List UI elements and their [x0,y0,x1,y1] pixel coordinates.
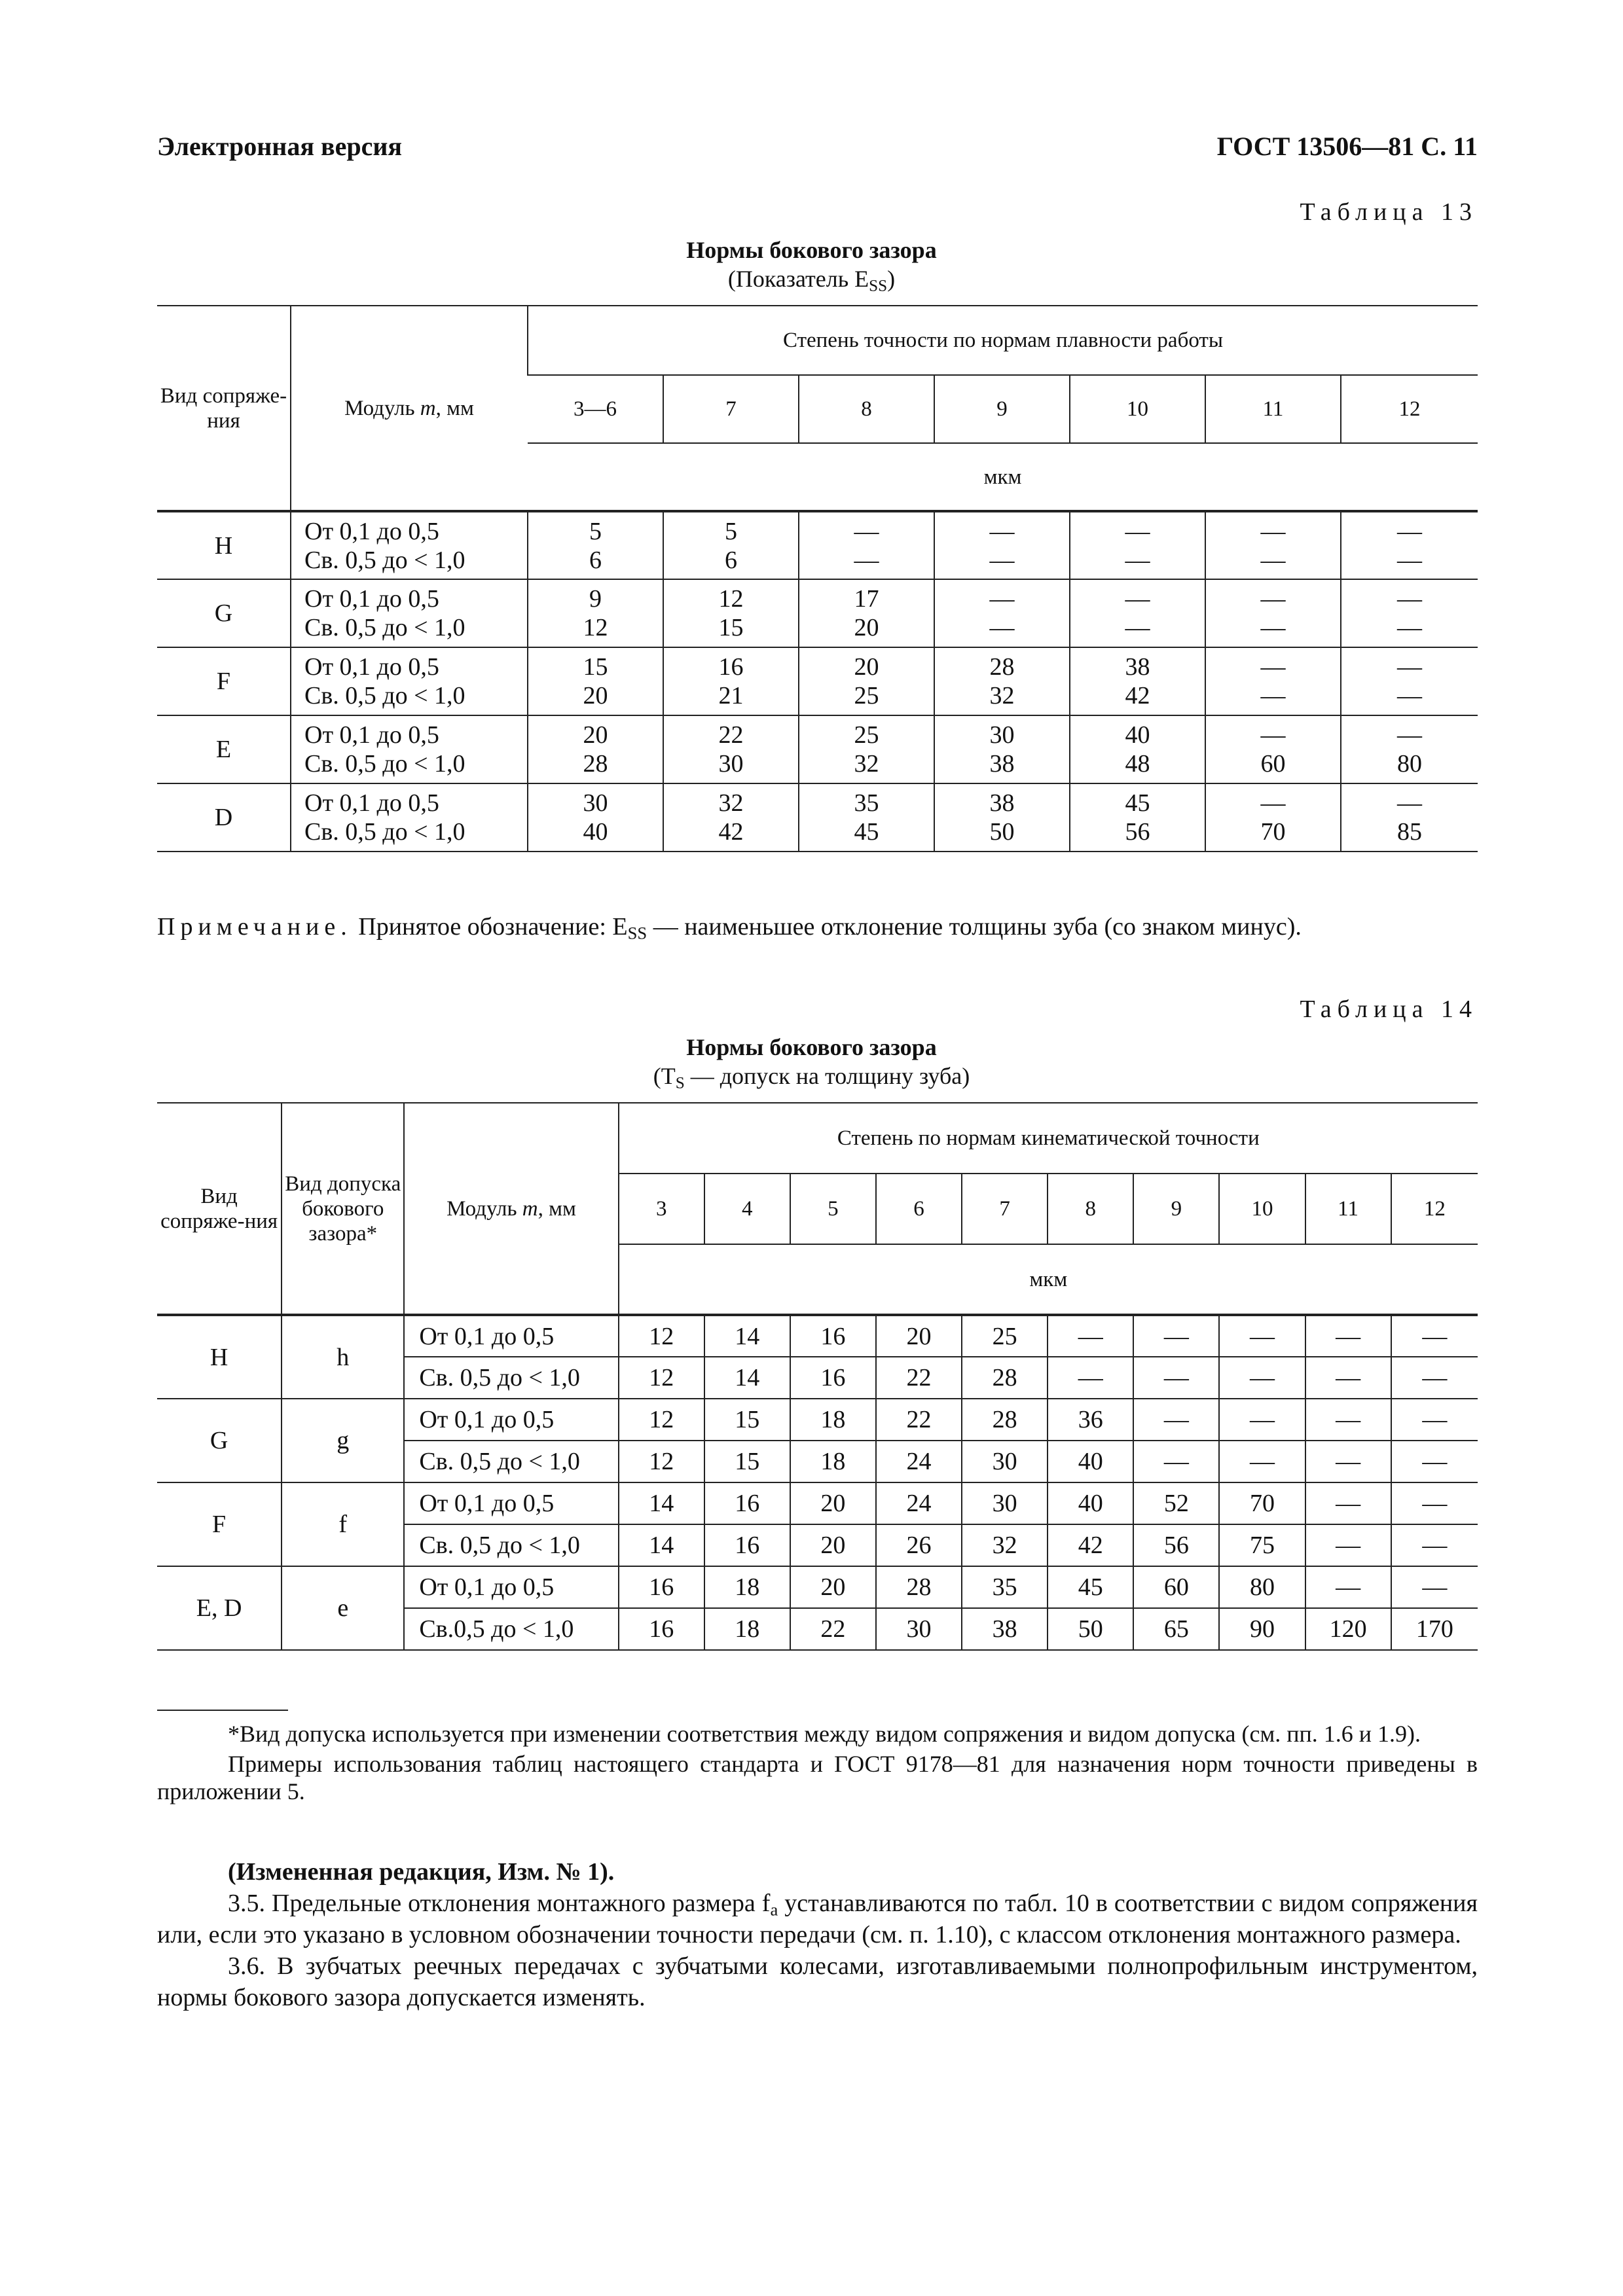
t14-value-cell: 18 [790,1399,876,1441]
t14-degree: 10 [1219,1174,1305,1244]
t14-value-cell: 24 [876,1441,962,1482]
t13-value-cell: 30 38 [934,715,1070,783]
t14-value-cell: — [1048,1315,1133,1357]
t14-value-cell: 50 [1048,1608,1133,1650]
t14-value-cell: — [1219,1315,1305,1357]
t13-degree: 7 [663,375,799,443]
t14-value-cell: 70 [1219,1482,1305,1524]
t13-value-cell: 20 25 [799,647,934,715]
t14-value-cell: 16 [619,1608,704,1650]
t14-tolerance-cell: f [282,1482,404,1566]
t14-module-cell: Св. 0,5 до < 1,0 [404,1441,618,1482]
t14-unit: мкм [619,1244,1478,1315]
table-row [157,579,1478,647]
t14-module-cell: От 0,1 до 0,5 [404,1566,618,1608]
t13-vid-cell: G [157,579,291,647]
t14-value-cell: 15 [704,1399,790,1441]
t13-value-cell: 30 40 [528,783,663,852]
t13-col-module: Модуль m, мм [291,306,528,511]
t14-value-cell: 30 [876,1608,962,1650]
table-row [157,1399,1478,1441]
table-row [157,715,1478,783]
t14-module-cell: Св. 0,5 до < 1,0 [404,1524,618,1566]
t14-degree: 4 [704,1174,790,1244]
footnote-text-2: Примеры использования таблиц настоящего стандарта и ГОСТ 9178—81 для назначения норм точности приведены в приложении 5. [157,1751,1478,1804]
t14-value-cell: 22 [790,1608,876,1650]
t14-value-cell: 14 [619,1524,704,1566]
t13-vid-cell: F [157,647,291,715]
note-label: Примечание. [157,913,352,941]
t14-value-cell: 42 [1048,1524,1133,1566]
t14-value-cell: 170 [1391,1608,1478,1650]
t14-degree: 3 [619,1174,704,1244]
t14-value-cell: 16 [704,1524,790,1566]
t14-degree: 8 [1048,1174,1133,1244]
t13-value-cell: — 85 [1341,783,1478,852]
t14-value-cell: 75 [1219,1524,1305,1566]
t14-value-cell: — [1391,1399,1478,1441]
t14-value-cell: 45 [1048,1566,1133,1608]
t14-value-cell: — [1133,1315,1219,1357]
t13-value-cell: 40 48 [1070,715,1205,783]
t14-module-cell: От 0,1 до 0,5 [404,1315,618,1357]
t14-value-cell: 22 [876,1357,962,1399]
t14-module-cell: Св. 0,5 до < 1,0 [404,1357,618,1399]
t13-vid-cell: H [157,511,291,579]
t14-value-cell: 14 [619,1482,704,1524]
t13-value-cell: 35 45 [799,783,934,852]
t14-value-cell: 65 [1133,1608,1219,1650]
t13-value-cell: — — [934,511,1070,579]
t14-value-cell: 36 [1048,1399,1133,1441]
t14-col-vid: Вид сопряже-ния [157,1103,282,1315]
t13-degree: 8 [799,375,934,443]
t14-value-cell: — [1133,1441,1219,1482]
t14-value-cell: — [1219,1441,1305,1482]
t13-degree: 11 [1205,375,1341,443]
header-right: ГОСТ 13506—81 С. 11 [1216,132,1478,161]
t13-value-cell: — — [1070,511,1205,579]
t14-value-cell: 16 [790,1357,876,1399]
t13-value-cell: — — [1070,579,1205,647]
t14-value-cell: 12 [619,1357,704,1399]
t14-value-cell: — [1133,1357,1219,1399]
table13-label: Таблица 13 [1300,198,1478,226]
t13-module-cell: От 0,1 до 0,5 Св. 0,5 до < 1,0 [291,579,528,647]
t14-value-cell: — [1391,1482,1478,1524]
table14-title: Нормы бокового зазора [686,1034,937,1060]
t14-value-cell: 24 [876,1482,962,1524]
t13-value-cell: — — [1341,511,1478,579]
t14-degree: 7 [962,1174,1048,1244]
t13-value-cell: — 80 [1341,715,1478,783]
t13-value-cell: — 70 [1205,783,1341,852]
table-row [157,1315,1478,1357]
table14-subtitle: ($T_S$ — допуск на толщину зуба) [653,1063,970,1092]
t13-module-cell: От 0,1 до 0,5 Св. 0,5 до < 1,0 [291,511,528,579]
t14-value-cell: 38 [962,1608,1048,1650]
t14-module-cell: Св.0,5 до < 1,0 [404,1608,618,1650]
t14-degree: 6 [876,1174,962,1244]
table13-caption [0,236,1623,293]
t13-value-cell: — — [1205,579,1341,647]
t14-value-cell: 28 [962,1399,1048,1441]
t14-module-cell: От 0,1 до 0,5 [404,1399,618,1441]
table13-subtitle: (Показатель $E_{SS}$) [727,266,896,295]
t14-value-cell: 16 [790,1315,876,1357]
t13-value-cell: 20 28 [528,715,663,783]
t14-value-cell: — [1305,1357,1391,1399]
t14-value-cell: — [1048,1357,1133,1399]
t13-degree: 10 [1070,375,1205,443]
t13-group-header: Степень точности по нормам плавности работы [528,306,1478,375]
t14-value-cell: 28 [962,1357,1048,1399]
t13-value-cell: — — [1205,647,1341,715]
t14-value-cell: 52 [1133,1482,1219,1524]
t14-value-cell: 12 [619,1399,704,1441]
t14-value-cell: 20 [790,1482,876,1524]
t14-value-cell: 30 [962,1482,1048,1524]
t14-value-cell: 14 [704,1357,790,1399]
t14-value-cell: 60 [1133,1566,1219,1608]
t13-value-cell: 17 20 [799,579,934,647]
t13-value-cell: 5 6 [663,511,799,579]
t14-value-cell: 25 [962,1315,1048,1357]
t13-unit: мкм [528,443,1478,511]
t13-vid-cell: D [214,804,233,831]
t14-value-cell: 40 [1048,1441,1133,1482]
t13-module-cell: От 0,1 до 0,5 Св. 0,5 до < 1,0 [291,783,528,852]
t14-degree: 12 [1391,1174,1478,1244]
t13-value-cell: 38 42 [1070,647,1205,715]
amendment: (Измененная редакция, Изм. № 1). [228,1858,615,1886]
t13-value-cell: 32 42 [663,783,799,852]
t14-value-cell: 120 [1305,1608,1391,1650]
table13 [157,305,1478,852]
t14-value-cell: — [1219,1357,1305,1399]
table-row [157,1566,1478,1608]
t14-value-cell: — [1305,1524,1391,1566]
t13-value-cell: 25 32 [799,715,934,783]
table13-title: Нормы бокового зазора [686,237,937,263]
t14-value-cell: — [1391,1441,1478,1482]
table14-caption [0,1033,1623,1090]
t14-value-cell: — [1305,1399,1391,1441]
t14-value-cell: 28 [876,1566,962,1608]
footnote [157,1720,1478,1805]
t13-value-cell: 38 50 [934,783,1070,852]
t14-vid-cell: F [157,1482,282,1566]
t14-value-cell: 35 [962,1566,1048,1608]
t14-value-cell: 32 [962,1524,1048,1566]
t13-value-cell: 12 15 [663,579,799,647]
t13-col-vid: Вид сопряже-ния [157,306,291,511]
table-row [157,1482,1478,1524]
t13-value-cell: 5 6 [528,511,663,579]
t14-value-cell: 12 [619,1441,704,1482]
t13-value-cell: 15 20 [528,647,663,715]
table-row [157,647,1478,715]
t13-value-cell: — — [1341,647,1478,715]
table13-note: Примечание. Принятое обозначение: $E_{SS}$ — наименьшее отклонение толщины зуба (со знаком минус). [157,913,1302,943]
t13-vid-cell: E [157,715,291,783]
t14-value-cell: 15 [704,1441,790,1482]
t13-value-cell: — — [799,511,934,579]
table-row [157,511,1478,579]
t14-tolerance-cell: h [282,1315,404,1399]
t14-value-cell: 30 [962,1441,1048,1482]
t13-degree: 12 [1341,375,1478,443]
t14-value-cell: 18 [790,1441,876,1482]
t14-value-cell: — [1305,1441,1391,1482]
t13-value-cell: — — [934,579,1070,647]
t14-value-cell: — [1391,1315,1478,1357]
footnote-rule [157,1710,288,1711]
t14-value-cell: — [1391,1357,1478,1399]
t14-degree: 5 [790,1174,876,1244]
t14-value-cell: — [1219,1399,1305,1441]
t14-value-cell: — [1305,1482,1391,1524]
t14-degree: 11 [1305,1174,1391,1244]
t13-value-cell: 45 56 [1070,783,1205,852]
t13-value-cell: 9 12 [528,579,663,647]
t14-value-cell: 18 [704,1608,790,1650]
t14-value-cell: 26 [876,1524,962,1566]
t13-value-cell: — — [1205,511,1341,579]
t14-value-cell: 90 [1219,1608,1305,1650]
t14-vid-cell: E, D [157,1566,282,1650]
table14 [157,1102,1478,1651]
t14-value-cell: — [1305,1315,1391,1357]
t14-value-cell: — [1133,1399,1219,1441]
t14-group-header: Степень по нормам кинематической точности [619,1103,1478,1174]
table14-label: Таблица 14 [1300,996,1478,1023]
t14-value-cell: 16 [619,1566,704,1608]
paragraph-3-6: 3.6. В зубчатых реечных передачах с зубчатыми колесами, изготавливаемыми полнопрофильным инструментом, нормы бокового зазора допускается изменять. [157,1952,1478,2011]
t14-value-cell: — [1391,1566,1478,1608]
t14-value-cell: 40 [1048,1482,1133,1524]
t14-value-cell: 12 [619,1315,704,1357]
table-row [157,783,1478,852]
t14-value-cell: — [1391,1524,1478,1566]
t13-module-cell: От 0,1 до 0,5 Св. 0,5 до < 1,0 [291,715,528,783]
t14-value-cell: 20 [790,1566,876,1608]
header-left: Электронная версия [157,132,403,161]
t13-degree: 3—6 [528,375,663,443]
t13-value-cell: — — [1341,579,1478,647]
t14-value-cell: 18 [704,1566,790,1608]
t14-value-cell: 14 [704,1315,790,1357]
t14-vid-cell: H [157,1315,282,1399]
t13-value-cell: — 60 [1205,715,1341,783]
t14-col-tolerance: Вид допуска бокового зазора* [282,1103,404,1315]
t14-tolerance-cell: e [282,1566,404,1650]
t14-degree: 9 [1133,1174,1219,1244]
t13-value-cell: 16 21 [663,647,799,715]
t13-value-cell: 28 32 [934,647,1070,715]
t14-value-cell: — [1305,1566,1391,1608]
t14-value-cell: 22 [876,1399,962,1441]
t13-degree: 9 [934,375,1070,443]
footnote-text-1: *Вид допуска используется при изменении соответствия между видом сопряжения и видом допуска (см. пп. 1.6 и 1.9). [228,1721,1421,1747]
t13-module-cell: От 0,1 до 0,5 Св. 0,5 до < 1,0 [291,647,528,715]
t13-value-cell: 22 30 [663,715,799,783]
t14-value-cell: 20 [876,1315,962,1357]
paragraph-3-5: 3.5. Предельные отклонения монтажного размера $f_a$ устанавливаются по табл. 10 в соответствии с видом сопряжения или, если это указано в условном обозначении точности передачи (см. п. 1.10), с классом отклонения монтажного размера. [157,1890,1478,1948]
t14-module-cell: От 0,1 до 0,5 [404,1482,618,1524]
body-text [157,1856,1478,2013]
t14-col-module: Модуль m, мм [404,1103,618,1315]
t14-vid-cell: G [157,1399,282,1482]
t14-value-cell: 80 [1219,1566,1305,1608]
t14-value-cell: 56 [1133,1524,1219,1566]
t14-value-cell: 20 [790,1524,876,1566]
t14-value-cell: 16 [704,1482,790,1524]
t14-tolerance-cell: g [282,1399,404,1482]
